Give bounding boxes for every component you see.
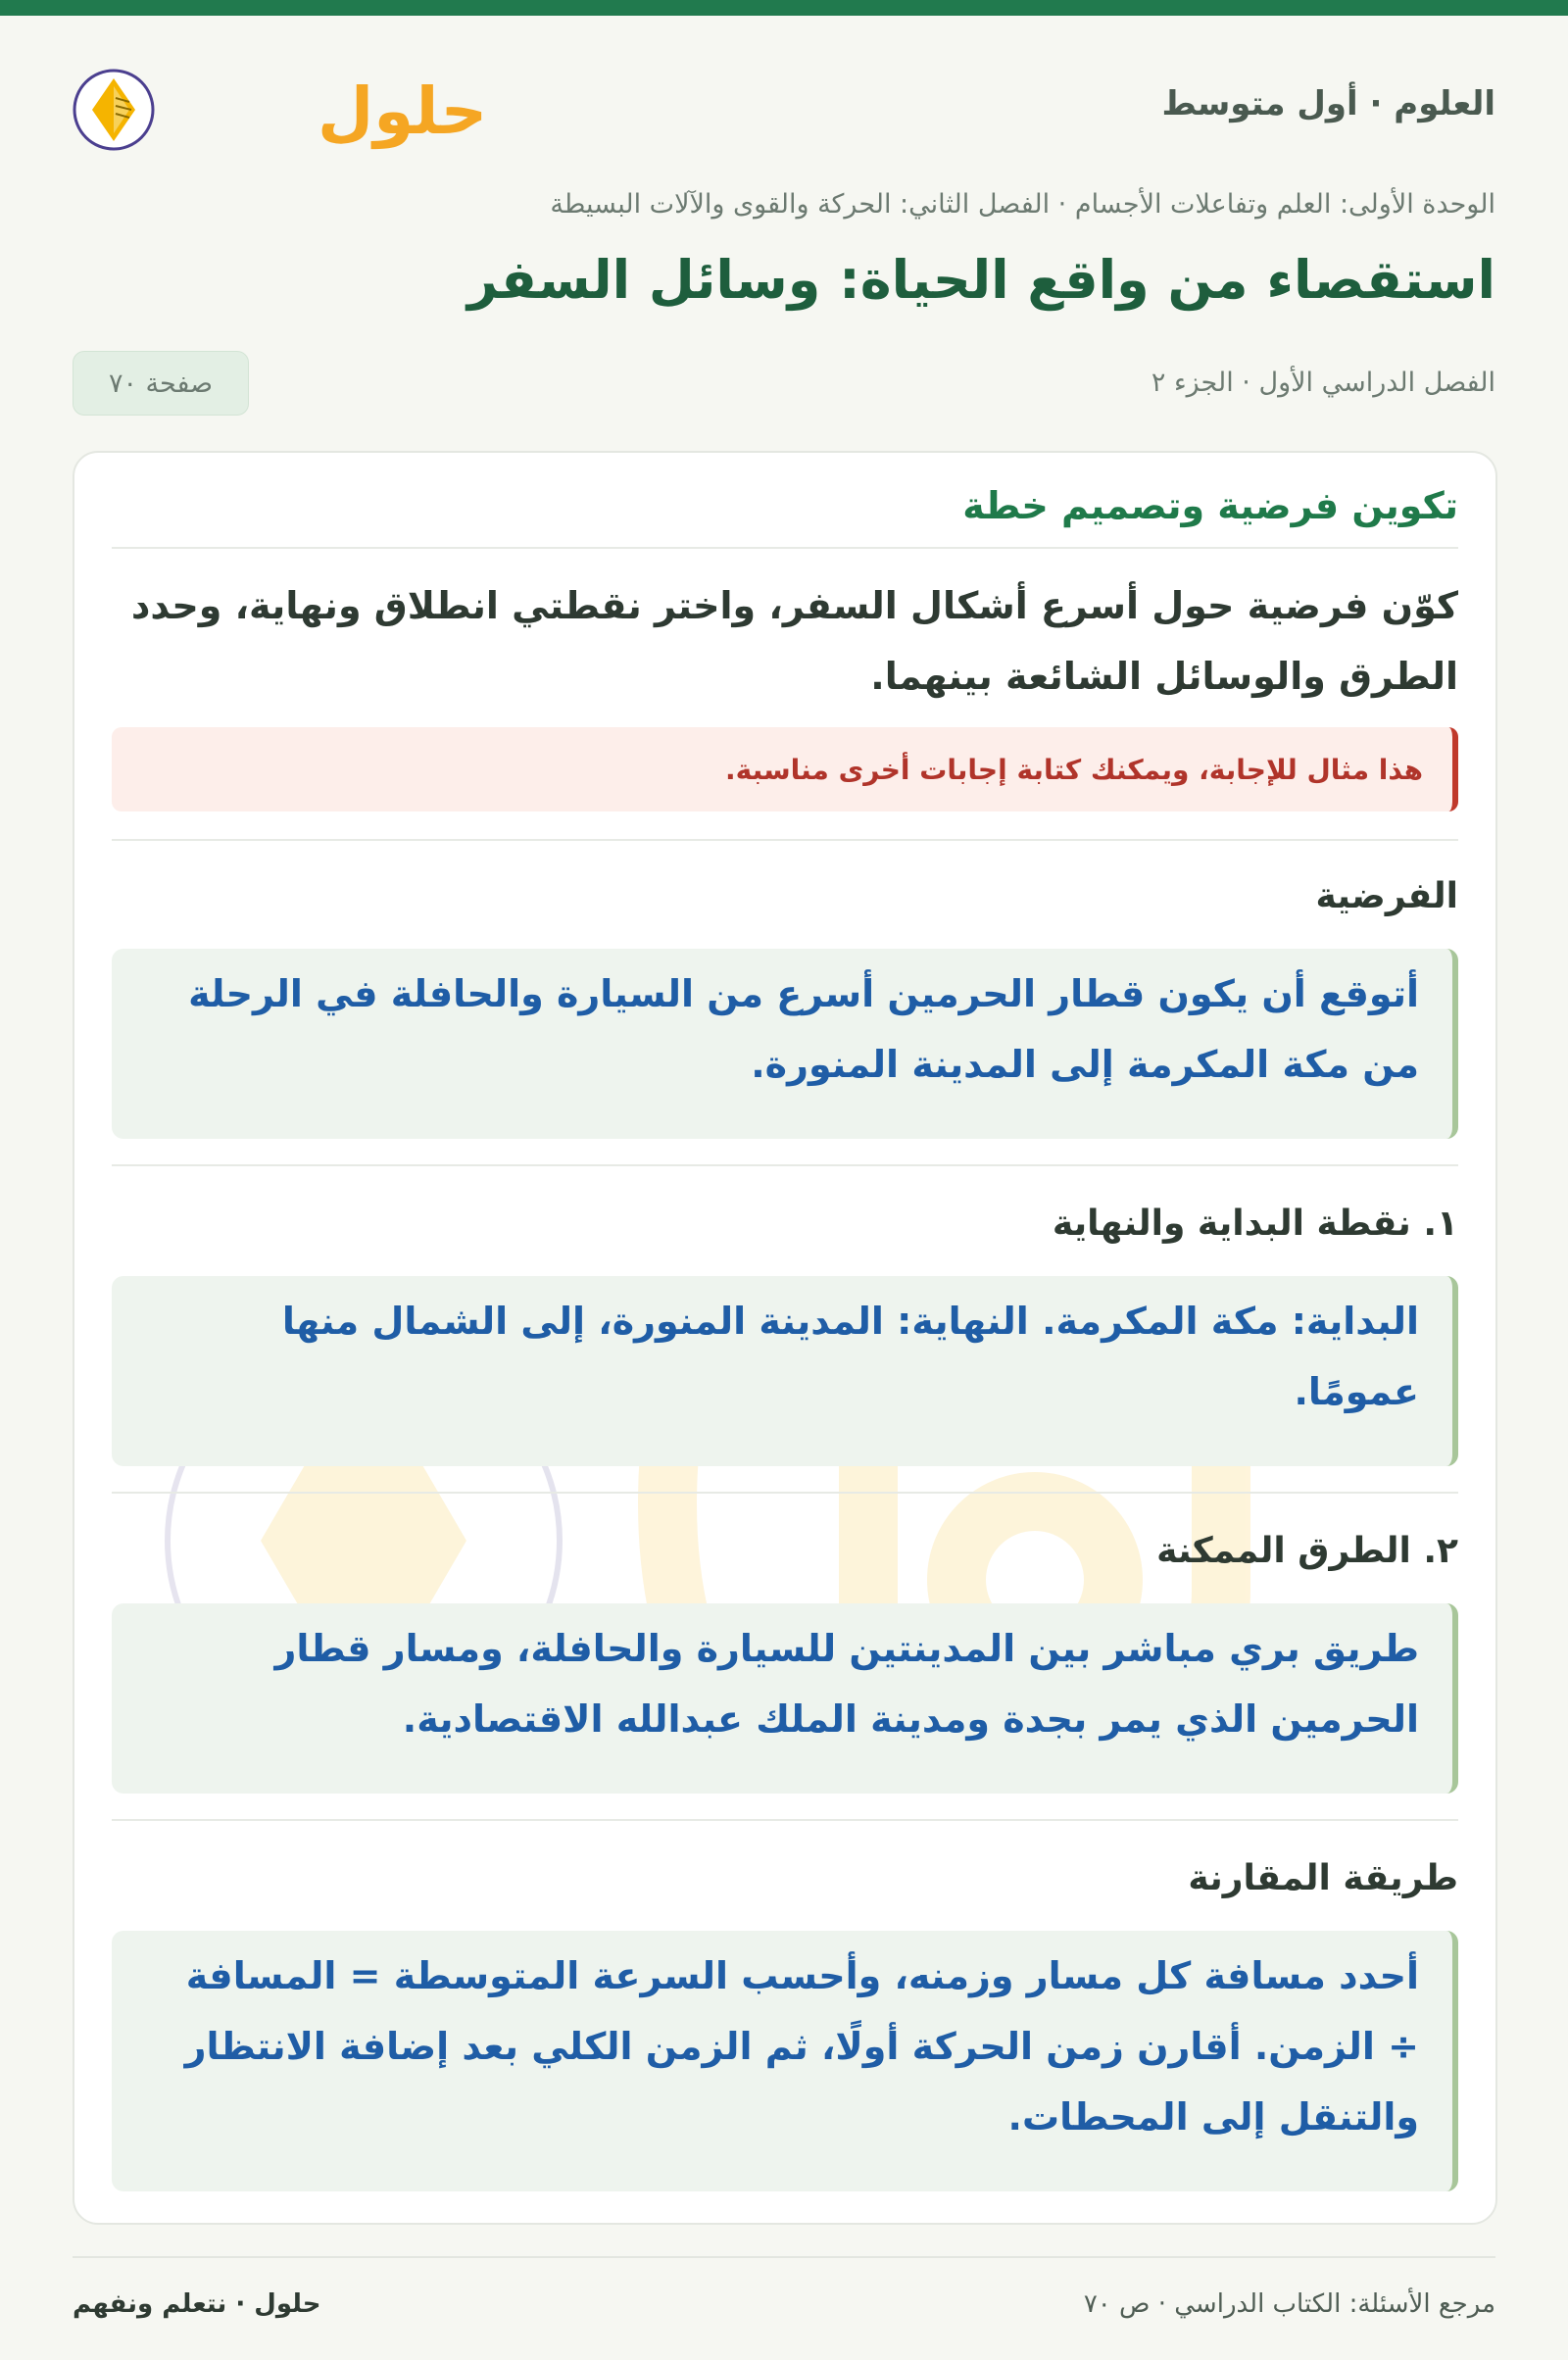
subject-label: العلوم · أول متوسط — [1161, 84, 1495, 123]
start-end-heading: ١. نقطة البداية والنهاية — [1052, 1204, 1458, 1244]
comparison-answer: أحدد مسافة كل مسار وزمنه، وأحسب السرعة المتوسطة = المسافة ÷ الزمن. أقارن زمن الحركة أولًا، ثم الزمن الكلي بعد إضافة الانتظار والتنقل إلى المحطات. — [112, 1931, 1458, 2191]
divider — [112, 1164, 1458, 1166]
book-diamond-logo-icon — [73, 57, 488, 155]
section-title: تكوين فرضية وتصميم خطة — [962, 484, 1458, 527]
page-number-badge: صفحة ٧٠ — [73, 351, 249, 416]
top-accent-bar — [0, 0, 1568, 16]
divider — [112, 839, 1458, 841]
term-label: الفصل الدراسي الأول · الجزء ٢ — [1151, 368, 1495, 398]
logo[interactable] — [73, 57, 488, 155]
question-prompt: كوّن فرضية حول أسرع أشكال السفر، واختر نقطتي انطلاق ونهاية، وحدد الطرق والوسائل الشائعة بينهما. — [130, 584, 1458, 698]
sample-answer-note: هذا مثال للإجابة، ويمكنك كتابة إجابات أخرى مناسبة. — [112, 727, 1458, 811]
hypothesis-answer: أتوقع أن يكون قطار الحرمين أسرع من السيارة والحافلة في الرحلة من مكة المكرمة إلى المدينة المنورة. — [112, 949, 1458, 1139]
footer-tagline: حلول · نتعلم ونفهم — [73, 2289, 321, 2319]
logo-text: حلول — [318, 74, 488, 149]
footer-divider — [73, 2256, 1495, 2258]
page-header — [73, 57, 1495, 155]
hypothesis-heading: الفرضية — [1315, 876, 1458, 916]
divider — [112, 547, 1458, 549]
routes-heading: ٢. الطرق الممكنة — [1156, 1531, 1458, 1571]
footer-reference: مرجع الأسئلة: الكتاب الدراسي · ص ٧٠ — [1083, 2289, 1495, 2319]
breadcrumb: الوحدة الأولى: العلم وتفاعلات الأجسام · الفصل الثاني: الحركة والقوى والآلات البسيطة — [550, 189, 1495, 220]
comparison-heading: طريقة المقارنة — [1188, 1858, 1458, 1898]
page-title: استقصاء من واقع الحياة: وسائل السفر — [466, 249, 1495, 311]
divider — [112, 1819, 1458, 1821]
start-end-answer: البداية: مكة المكرمة. النهاية: المدينة المنورة، إلى الشمال منها عمومًا. — [112, 1276, 1458, 1466]
routes-answer: طريق بري مباشر بين المدينتين للسيارة والحافلة، ومسار قطار الحرمين الذي يمر بجدة ومدينة الملك عبدالله الاقتصادية. — [112, 1603, 1458, 1794]
divider — [112, 1492, 1458, 1494]
content-card — [73, 451, 1497, 2225]
